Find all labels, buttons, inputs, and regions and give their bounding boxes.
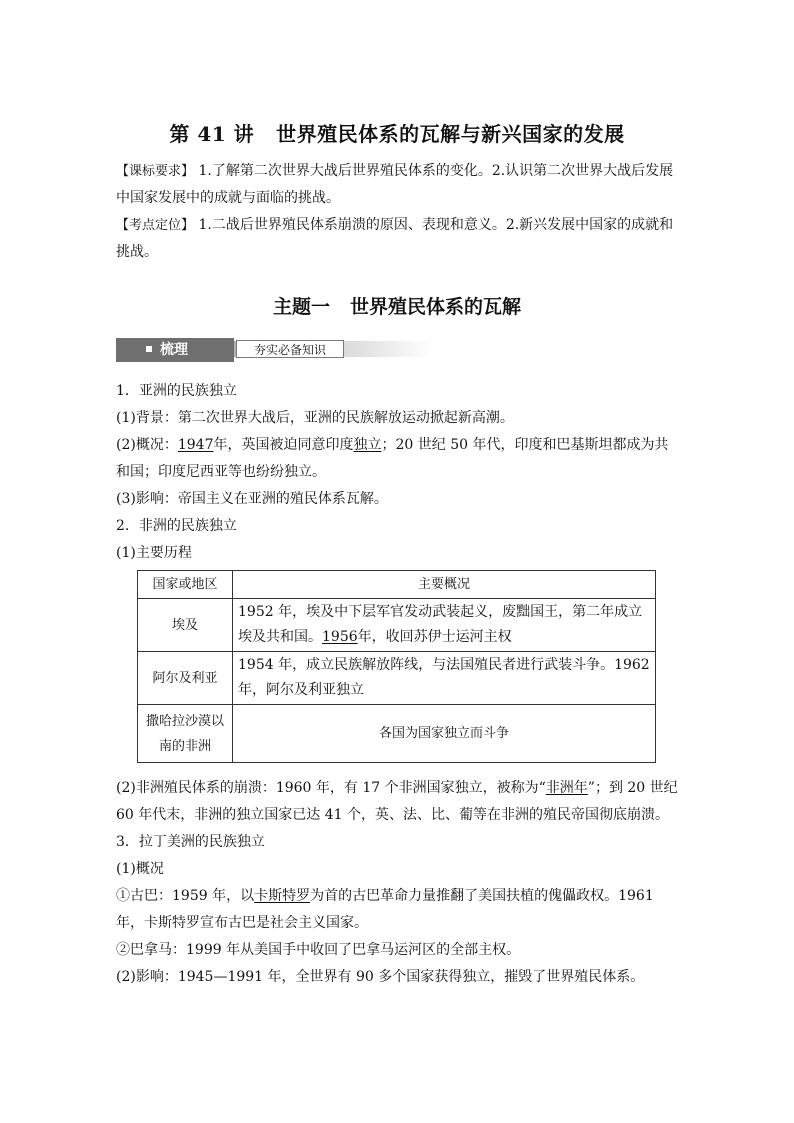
section-1-heading: 1．亚洲的民族独立 [116, 383, 237, 399]
table-cell-overview: 各国为国家独立而斗争 [233, 705, 656, 763]
asia-background: (1)背景：第二次世界大战后，亚洲的民族解放运动掀起新高潮。 [116, 410, 514, 426]
cuba-castro: 卡斯特罗 [254, 888, 311, 904]
cuba-text-a: ①古巴：1959 年，以 [116, 888, 255, 904]
africa-table [137, 570, 656, 763]
table-row [138, 652, 656, 705]
table-header-overview: 主要概况 [233, 571, 656, 599]
asia-overview-prefix: (2)概况： [116, 437, 178, 453]
focus-tag: 【考点定位】 [116, 218, 195, 233]
curriculum-tag: 【课标要求】 [116, 164, 195, 179]
asia-overview-rest: ；20 世纪 50 年代，印度和巴基斯坦都成为共和国；印度尼西亚等也纷纷独立。 [116, 437, 669, 480]
africa-year-term: 非洲年 [545, 780, 588, 796]
table-cell-region: 阿尔及利亚 [138, 652, 233, 705]
table-cell-overview: 1954 年，成立民族解放阵线，与法国殖民者进行武装斗争。1962 年，阿尔及利亚独立 [233, 652, 656, 705]
africa-collapse-b: ”；到 20 世纪 60 年代末，非洲的独立国家已达 41 个，英、法、比、葡等在非洲的殖民帝国彻底崩溃。 [116, 780, 678, 823]
page-title [116, 118, 678, 150]
africa-collapse [116, 775, 678, 829]
table-cell-region: 撒哈拉沙漠以南的非洲 [138, 705, 233, 763]
banner-subtitle: 夯实必备知识 [236, 340, 344, 358]
asia-overview-underlined: 独立 [353, 437, 382, 453]
africa-process-heading: (1)主要历程 [116, 545, 192, 561]
table-header-row [138, 571, 656, 599]
section-2-heading: 2．非洲的民族独立 [116, 518, 237, 534]
egypt-text-a: 1952 年，埃及中下层军官发动武装起义，废黜国王，第二年成立埃及共和国。 [238, 604, 643, 645]
banner-label [116, 338, 234, 362]
asia-overview-year: 1947 [177, 437, 214, 453]
egypt-year: 1956 [322, 629, 358, 645]
section-3-heading: 3．拉丁美洲的民族独立 [116, 834, 265, 850]
asia-overview [116, 432, 678, 486]
lecture-number: 第 41 讲 [169, 122, 255, 146]
panama-item: ②巴拿马：1999 年从美国手中收回了巴拿马运河区的全部主权。 [116, 942, 521, 958]
egypt-text-b: 年，收回苏伊士运河主权 [357, 629, 512, 645]
asia-overview-mid: 年，英国被迫同意印度 [213, 437, 354, 453]
curriculum-text: 1.了解第二次世界大战后世界殖民体系的变化。2.认识第二次世界大战后发展中国家发展中的成就与面临的挑战。 [116, 163, 674, 206]
table-cell-region: 埃及 [138, 599, 233, 652]
latin-overview-heading: (1)概况 [116, 861, 164, 877]
curriculum-requirement [116, 158, 678, 212]
table-row [138, 599, 656, 652]
table-cell-overview [233, 599, 656, 652]
asia-impact: (3)影响：帝国主义在亚洲的殖民体系瓦解。 [116, 491, 388, 507]
lecture-title: 世界殖民体系的瓦解与新兴国家的发展 [276, 122, 625, 146]
topic-heading [116, 292, 678, 322]
table-row [138, 705, 656, 763]
exam-focus [116, 212, 678, 266]
latin-impact: (2)影响：1945—1991 年，全世界有 90 多个国家获得独立，摧毁了世界殖民体系。 [116, 969, 645, 985]
section-banner [116, 338, 432, 362]
africa-collapse-a: (2)非洲殖民体系的崩溃：1960 年，有 17 个非洲国家独立，被称为“ [116, 780, 546, 796]
banner-label-text: 梳理 [160, 342, 188, 358]
cuba-item [116, 883, 678, 937]
focus-text: 1.二战后世界殖民体系崩溃的原因、表现和意义。2.新兴发展中国家的成就和挑战。 [116, 217, 674, 260]
cuba-text-b: 为首的古巴革命力量推翻了美国扶植的傀儡政权。1961 年，卡斯特罗宣布古巴是社会主义国家。 [116, 888, 654, 931]
topic-text: 世界殖民体系的瓦解 [350, 296, 522, 318]
topic-label: 主题一 [272, 296, 330, 318]
square-bullet-icon [146, 346, 152, 352]
table-header-region: 国家或地区 [138, 571, 233, 599]
